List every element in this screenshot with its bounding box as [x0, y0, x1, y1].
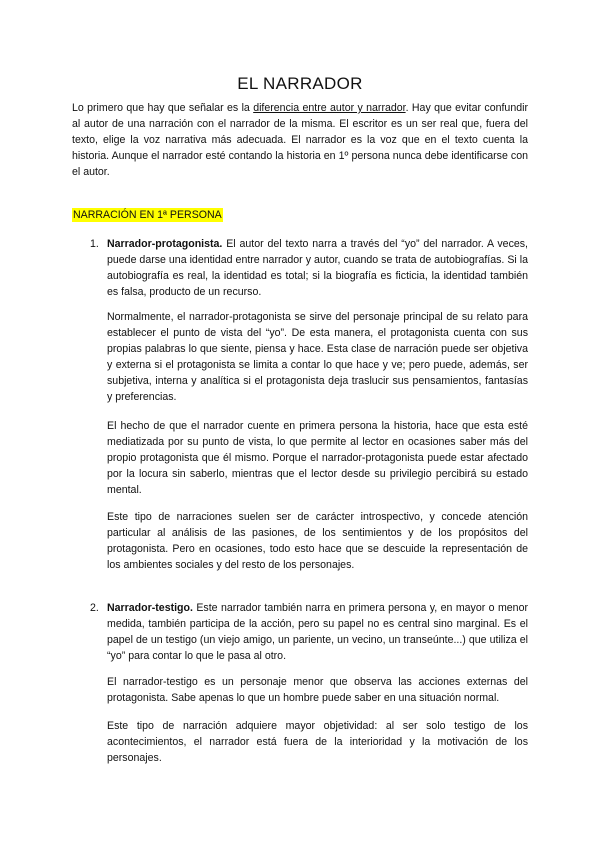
list-number: 2. [90, 602, 99, 614]
body-paragraph: Este tipo de narraciones suelen ser de carácter introspectivo, y concede atención particular al análisis de las pasiones, de los sentimientos y de los propósitos del protagonista. Pero en ocasiones, todo esto hace que se descuide la representación de los ambientes sociales y del resto de los personajes. [107, 511, 528, 571]
intro-text-end: . Hay que evitar confundir al autor de una narración con el narrador de la misma. El escritor es un ser real que, fuera del texto, elige la voz narrativa más adecuada. El narrador es la voz que en el texto cuenta la historia. Aunque el narrador esté contando la historia en 1º persona nunca debe identificarse con el autor. [72, 102, 528, 178]
list-item-lead [107, 600, 528, 664]
body-paragraph: El narrador-testigo es un personaje menor que observa las acciones externas del protagonista. Sabe apenas lo que un hombre puede saber en una situación normal. [107, 676, 528, 704]
section-heading-highlighted: NARRACIÓN EN 1ª PERSONA [73, 209, 222, 221]
body-paragraph: Este tipo de narración adquiere mayor objetividad: al ser solo testigo de los acontecimientos, el narrador está fuera de la interioridad y la motivación de los personajes. [107, 720, 528, 764]
intro-paragraph [72, 100, 528, 180]
underlined-phrase: diferencia entre autor y narrador [253, 102, 406, 114]
page-title: EL NARRADOR [237, 74, 363, 93]
list-number: 1. [90, 238, 99, 250]
list-item-text: El autor del texto narra a través del “yo” del narrador. A veces, puede darse una identidad entre narrador y autor, cuando se trata de autobiografías. Si la autobiografía es real, la identidad es total; si la biografía es ficticia, la identidad también es falsa, producto de un recurso. [107, 238, 528, 298]
body-paragraph: Normalmente, el narrador-protagonista se sirve del personaje principal de su relato para establecer el punto de vista del “yo”. De esta manera, el protagonista cuenta con sus propias palabras lo que siente, piensa y hace. Esta clase de narración puede ser objetiva y externa si el protagonista se limita a contar lo que hace y ve; pero puede, además, ser subjetiva, interna y analítica si el protagonista deja traslucir sus pensamientos, fantasías y preferencias. [107, 311, 528, 403]
intro-text-start: Lo primero que hay que señalar es la [72, 102, 254, 114]
list-item-term: Narrador-protagonista. [107, 238, 223, 250]
list-item-lead [107, 236, 528, 300]
list-item-text: Este narrador también narra en primera persona y, en mayor o menor medida, también participa de la acción, pero su papel no es central sino marginal. Es el papel de un testigo (un viejo amigo, un pariente, un vecino, un transeúnte...) que utiliza el “yo” para contar lo que le pasa al otro. [107, 602, 528, 662]
body-paragraph: El hecho de que el narrador cuente en primera persona la historia, hace que esta esté mediatizada por su punto de vista, lo que permite al lector en ocasiones saber más del propio protagonista que él mismo. Porque el narrador-protagonista puede estar afectado por la locura sin saberlo, mientras que el lector desde su privilegio percibirá su estado mental. [107, 420, 528, 496]
list-item-term: Narrador-testigo. [107, 602, 193, 614]
